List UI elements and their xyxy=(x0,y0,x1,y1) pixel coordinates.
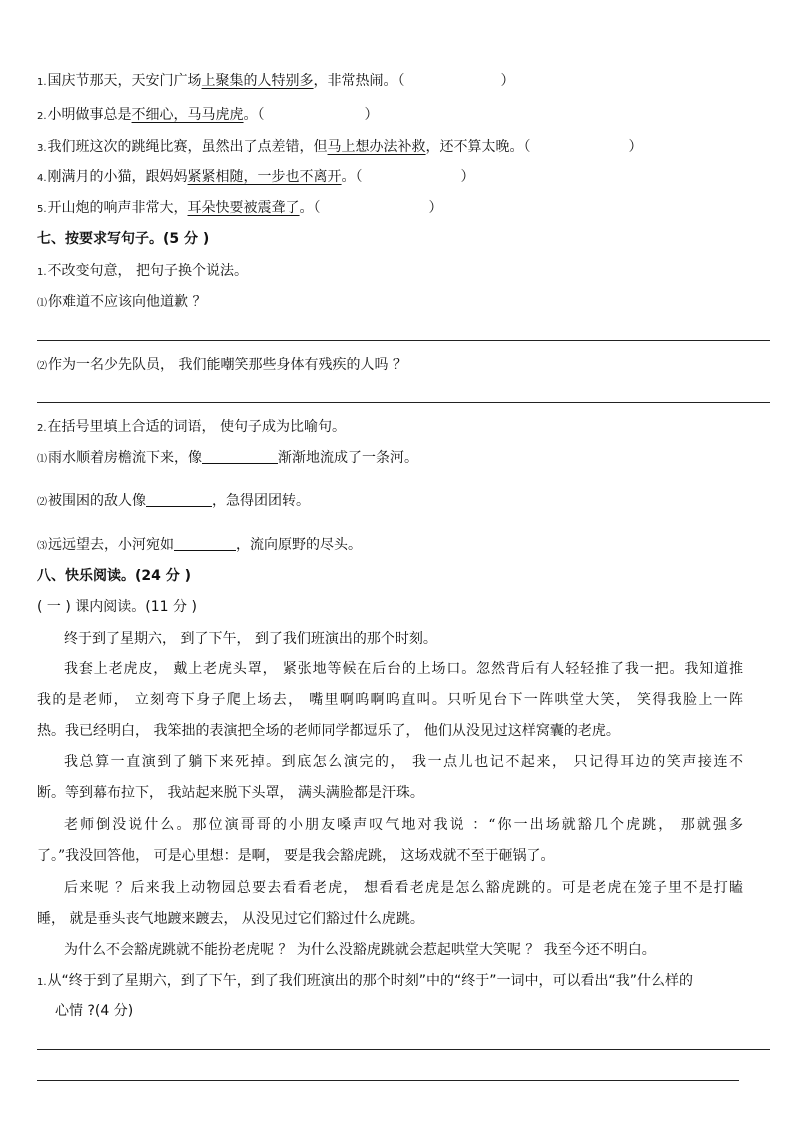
question-text: 雨水顺着房檐流下来，像 xyxy=(48,450,202,466)
question-7-2-c xyxy=(37,536,362,556)
sentence-text: ） xyxy=(460,169,475,185)
passage-line: 老师倒没说什么。那位演哥哥的小朋友嗓声叹气地对我说 ：“你一出场就豁几个虎跳， 那就强多 xyxy=(64,817,743,833)
passage-line: 后来呢 ？后来我上动物园总要去看看老虎， 想看看老虎是怎么豁虎跳的。可是老虎在笼子里不是打瞌 xyxy=(64,880,743,896)
question-text: 作为一名少先队员， 我们能嘲笑那些身体有残疾的人吗 ？ xyxy=(48,357,407,373)
passage-line: 我套上老虎皮， 戴上老虎头罩， 紧张地等候在后台的上场口。忽然背后有人轻轻推了我一把。我知道推 xyxy=(64,661,743,677)
question-8-1 xyxy=(37,972,693,992)
item-number: ⑶ xyxy=(37,541,47,552)
passage-line: 断。等到幕布拉下， 我站起来脱下头罩， 满头满脸都是汗珠。 xyxy=(37,785,424,801)
answer-line[interactable] xyxy=(37,1080,739,1081)
underlined-phrase: 耳朵快要被震聋了 xyxy=(187,200,300,216)
item-number: 3. xyxy=(37,143,47,154)
question-text: 不改变句意， 把句子换个说法。 xyxy=(47,263,248,279)
section6-item xyxy=(37,199,443,219)
item-number: 5. xyxy=(37,204,47,215)
underlined-phrase: 不细心，马马虎虎 xyxy=(131,107,244,123)
section7-title: 七、按要求写句子。(5 分 ) xyxy=(37,231,210,247)
question-7-2 xyxy=(37,418,346,438)
passage-line: 了。”我没回答他， 可是心里想：是啊， 要是我会豁虎跳， 这场戏就不至于砸锅了。 xyxy=(37,848,555,864)
sentence-text: ，还不算太晚。（ xyxy=(425,139,531,155)
sentence-text: ） xyxy=(500,73,515,89)
question-text: ，流向原野的尽头。 xyxy=(236,537,362,553)
item-number: 2. xyxy=(37,111,47,122)
sentence-text: 国庆节那天，天安门广场 xyxy=(47,73,202,89)
passage-line: 我总算一直演到了躺下来死掉。到底怎么演完的， 我一点儿也记不起来， 只记得耳边的笑声接连不 xyxy=(64,754,743,770)
fill-blank[interactable] xyxy=(174,536,236,551)
sentence-text: 开山炮的响声非常大， xyxy=(47,200,188,216)
part1-title: ( 一 ) 课内阅读。(11 分 ) xyxy=(37,599,197,615)
sentence-text: ） xyxy=(364,107,379,123)
item-number: ⑵ xyxy=(37,361,47,372)
question-text: 远远望去，小河宛如 xyxy=(48,537,174,553)
answer-line[interactable] xyxy=(37,402,770,403)
fill-blank[interactable] xyxy=(202,449,278,464)
passage-line: 终于到了星期六， 到了下午， 到了我们班演出的那个时刻。 xyxy=(64,631,437,647)
sentence-text: 。（ xyxy=(243,107,265,123)
passage-line: 睡， 就是垂头丧气地踱来踱去， 从没见过它们豁过什么虎跳。 xyxy=(37,911,424,927)
question-7-1 xyxy=(37,262,248,282)
sentence-text: ） xyxy=(628,139,643,155)
section8-title: 八、快乐阅读。(24 分 ) xyxy=(37,568,192,584)
sentence-text: 刚满月的小猫，跟妈妈 xyxy=(47,169,188,185)
sentence-text: ） xyxy=(428,200,443,216)
passage-line: 我的是老师， 立刻弯下身子爬上场去， 嘴里啊呜啊呜直叫。只听见台下一阵哄堂大笑， 笑得我脸上一阵 xyxy=(37,692,743,708)
question-text: 你难道不应该向他道歉 ？ xyxy=(48,294,207,310)
item-number: ⑵ xyxy=(37,497,47,508)
sentence-text: 小明做事总是 xyxy=(47,107,132,123)
section6-item xyxy=(37,72,515,92)
section6-item xyxy=(37,106,379,126)
question-text: 被围困的敌人像 xyxy=(48,493,146,509)
question-7-2-b xyxy=(37,492,310,512)
question-text: 渐渐地流成了一条河。 xyxy=(278,450,418,466)
item-number: ⑴ xyxy=(37,454,47,465)
sentence-text: ，非常热闹。（ xyxy=(313,73,405,89)
underlined-phrase: 紧紧相随，一步也不离开 xyxy=(187,169,342,185)
section6-item xyxy=(37,168,475,188)
sentence-text: 。（ xyxy=(341,169,363,185)
question-text: 从“终于到了星期六，到了下午，到了我们班演出的那个时刻”中的“终于”一词中，可以看出“我”什么样的 xyxy=(47,973,694,989)
underlined-phrase: 马上想办法补救 xyxy=(327,139,426,155)
question-7-2-a xyxy=(37,449,418,469)
item-number: 2. xyxy=(37,423,47,434)
question-text: 在括号里填上合适的词语， 使句子成为比喻句。 xyxy=(47,419,346,435)
sentence-text: 。（ xyxy=(299,200,321,216)
passage-line: 为什么不会豁虎跳就不能扮老虎呢 ？ 为什么没豁虎跳就会惹起哄堂大笑呢 ？ 我至今还不明白。 xyxy=(64,942,656,958)
question-text: ，急得团团转。 xyxy=(212,493,310,509)
answer-line[interactable] xyxy=(37,340,770,341)
section6-item xyxy=(37,138,643,158)
item-number: 1. xyxy=(37,977,47,988)
item-number: ⑴ xyxy=(37,298,47,309)
item-number: 4. xyxy=(37,173,47,184)
item-number: 1. xyxy=(37,267,47,278)
passage-line: 热。我已经明白， 我笨拙的表演把全场的老师同学都逗乐了， 他们从没见过这样窝囊的老虎。 xyxy=(37,723,620,739)
question-7-1-b xyxy=(37,356,407,376)
question-8-1-cont: 心情 ?(4 分) xyxy=(55,1003,134,1019)
question-7-1-a xyxy=(37,293,206,313)
fill-blank[interactable] xyxy=(146,492,212,507)
item-number: 1. xyxy=(37,77,47,88)
answer-line[interactable] xyxy=(37,1049,770,1050)
underlined-phrase: 上聚集的人特别多 xyxy=(201,73,314,89)
sentence-text: 我们班这次的跳绳比赛，虽然出了点差错，但 xyxy=(47,139,328,155)
